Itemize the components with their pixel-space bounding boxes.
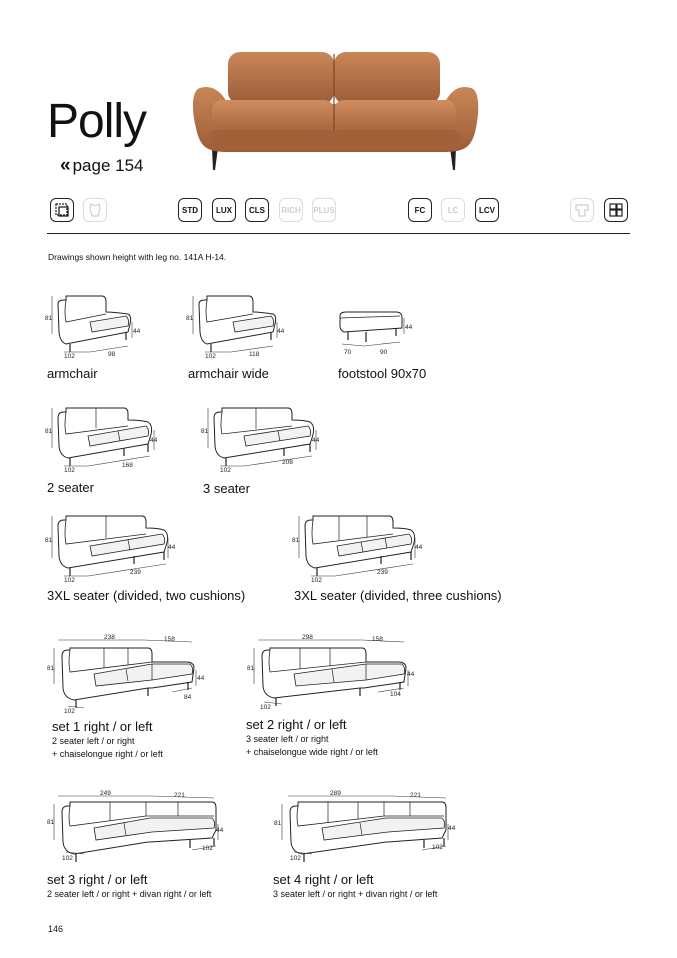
xl-three-depth: 102 (311, 577, 322, 584)
set1-width-sofa: 238 (104, 634, 115, 641)
set2-seat-height: 44 (407, 671, 415, 678)
cover-lcv-badge[interactable]: LCV (475, 198, 499, 222)
xl-two-depth: 102 (64, 577, 75, 584)
set3-height: 81 (47, 819, 55, 826)
drawing-note: Drawings shown height with leg no. 141A H-14. (48, 252, 227, 262)
armchair-wide-seat-height: 44 (277, 328, 285, 335)
set1-chaise-depth: 84 (184, 694, 192, 701)
set4-drawing (270, 786, 465, 868)
two-seater-seat-height: 44 (150, 437, 158, 444)
label-set1: set 1 right / or left (52, 719, 153, 734)
set2-chaise-depth: 104 (390, 691, 401, 698)
armchair-wide-height: 81 (186, 315, 194, 322)
label-footstool: footstool 90x70 (338, 366, 427, 381)
set1-desc-line2: + chaiselongue right / or left (52, 749, 163, 759)
grade-lux-badge[interactable]: LUX (212, 198, 236, 222)
armchair-wide-drawing (185, 292, 290, 358)
grade-std-badge[interactable]: STD (178, 198, 202, 222)
grade-cls-badge[interactable]: CLS (245, 198, 269, 222)
sofa-photo (188, 48, 483, 173)
set2-width-sofa: 298 (302, 634, 313, 641)
leather-hide-icon[interactable] (83, 198, 107, 222)
page-title: Polly (47, 95, 147, 148)
three-seater-drawing (200, 404, 330, 474)
two-seater-height: 81 (45, 428, 53, 435)
three-seater-seat-height: 44 (312, 437, 320, 444)
set3-divan-depth: 102 (202, 845, 213, 852)
footstool-seat-height: 44 (405, 324, 413, 331)
label-xl-two-cushion: 3XL seater (divided, two cushions) (47, 588, 246, 603)
cover-fit-icon[interactable] (570, 198, 594, 222)
armchair-wide-depth: 102 (205, 353, 216, 358)
three-seater-height: 81 (201, 428, 209, 435)
set4-desc: 3 seater left / or right + divan right / or left (273, 889, 438, 899)
xl-two-seat-height: 44 (168, 544, 176, 551)
grade-rich-badge[interactable]: RICH (279, 198, 303, 222)
fabric-swatch-icon[interactable] (50, 198, 74, 222)
set2-depth: 102 (260, 704, 271, 711)
xl-two-height: 81 (45, 537, 53, 544)
footstool-width: 90 (380, 349, 388, 356)
set2-desc-line2: + chaiselongue wide right / or left (246, 747, 378, 757)
page-reference[interactable] (60, 155, 143, 177)
page-number: 146 (48, 924, 64, 934)
armchair-height: 81 (45, 315, 53, 322)
set4-depth: 102 (290, 855, 301, 862)
three-seater-width: 208 (282, 459, 293, 466)
page-reference-text: page 154 (72, 156, 144, 175)
set3-drawing (44, 788, 229, 868)
armchair-depth: 102 (64, 353, 75, 358)
cover-lc-badge[interactable]: LC (441, 198, 465, 222)
set2-height: 81 (247, 665, 255, 672)
modular-combinations-icon[interactable] (604, 198, 628, 222)
header-divider (47, 233, 630, 234)
xl-three-width: 239 (377, 569, 388, 576)
xl-three-height: 81 (292, 537, 300, 544)
set1-drawing (44, 634, 214, 714)
xl-three-seat-height: 44 (415, 544, 423, 551)
set1-desc-line1: 2 seater left / or right (52, 736, 135, 746)
label-set4: set 4 right / or left (273, 872, 374, 887)
label-two-seater: 2 seater (47, 480, 94, 495)
two-seater-width: 168 (122, 462, 133, 469)
set3-seat-height: 44 (216, 827, 224, 834)
two-seater-depth: 102 (64, 467, 75, 474)
set2-width-chaise: 158 (372, 636, 383, 643)
label-armchair: armchair (47, 366, 98, 381)
label-set3: set 3 right / or left (47, 872, 148, 887)
armchair-seat-height: 44 (133, 328, 141, 335)
set1-depth: 102 (64, 708, 75, 714)
label-three-seater: 3 seater (203, 481, 250, 496)
set1-width-chaise: 158 (164, 636, 175, 643)
set3-depth: 102 (62, 855, 73, 862)
set4-height: 81 (274, 820, 282, 827)
label-xl-three-cushion: 3XL seater (divided, three cushions) (294, 588, 502, 603)
set3-width-sofa: 249 (100, 790, 111, 797)
set1-height: 81 (47, 665, 55, 672)
set4-divan-depth: 102 (432, 844, 443, 851)
xl-two-cushion-drawing (44, 512, 184, 584)
armchair-drawing (44, 292, 144, 358)
set2-drawing (244, 632, 419, 712)
set2-desc-line1: 3 seater left / or right (246, 734, 329, 744)
set3-width-divan: 221 (174, 792, 185, 799)
set1-seat-height: 44 (197, 675, 205, 682)
set4-seat-height: 44 (448, 825, 456, 832)
xl-two-width: 239 (130, 569, 141, 576)
set4-width-divan: 221 (410, 792, 421, 799)
armchair-width: 98 (108, 351, 116, 358)
footstool-drawing (334, 306, 424, 358)
cover-fc-badge[interactable]: FC (408, 198, 432, 222)
three-seater-depth: 102 (220, 467, 231, 474)
xl-three-cushion-drawing (291, 512, 431, 584)
two-seater-drawing (44, 404, 169, 474)
label-set2: set 2 right / or left (246, 717, 347, 732)
set4-width-sofa: 289 (330, 790, 341, 797)
armchair-wide-width: 118 (249, 351, 260, 358)
set3-desc: 2 seater left / or right + divan right / or left (47, 889, 212, 899)
grade-plus-badge[interactable]: PLUS (312, 198, 336, 222)
label-armchair-wide: armchair wide (188, 366, 269, 381)
back-arrow-icon: « (60, 155, 71, 176)
footstool-depth: 70 (344, 349, 352, 356)
